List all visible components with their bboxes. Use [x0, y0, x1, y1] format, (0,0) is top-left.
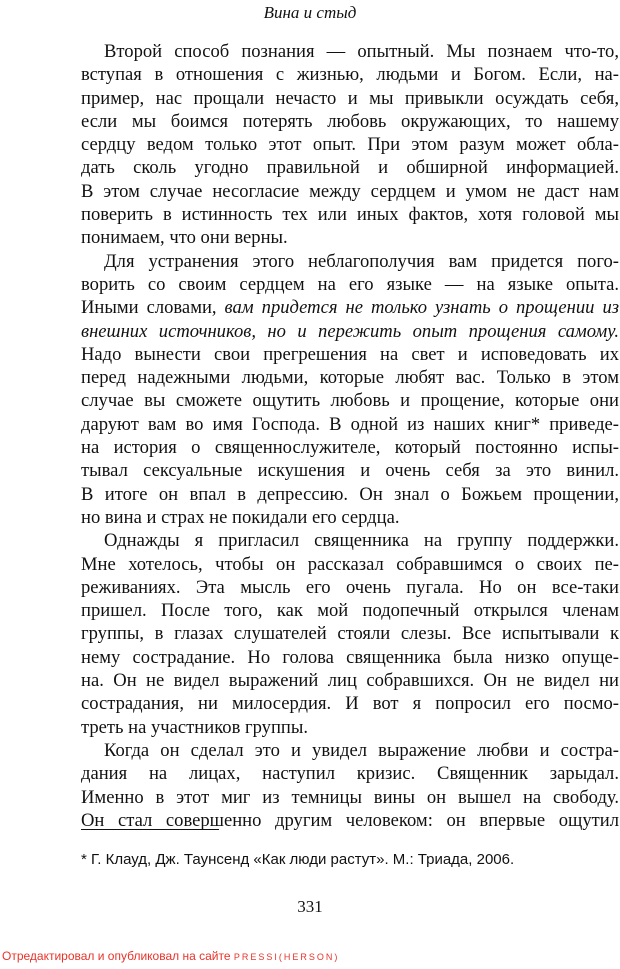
italic-emphasis-line: внешних источников, но и пережить опыт прощения самому. [81, 320, 619, 342]
page-number: 331 [297, 897, 323, 916]
text-line: Однажды я пригласил священника на группу поддержки. [104, 530, 619, 552]
text-line: даруют вам во имя Господа. В одной из наших книг* приведе- [81, 413, 619, 435]
watermark-brand: PRESSI(HERSON) [233, 952, 340, 962]
text-line: В итоге он впал в депрессию. Он знал о Божьем прощении, [81, 483, 619, 505]
watermark-prefix: Отредактировал и опубликовал на сайте [2, 949, 234, 963]
footnote-divider [81, 829, 219, 830]
text-line: Второй способ познания — опытный. Мы познаем что-то, [104, 41, 619, 62]
text-line: тывал сексуальные искушения и очень себя за это винил. [81, 460, 619, 482]
text-line: дания на лицах, наступил кризис. Священник зарыдал. [81, 763, 619, 785]
text-line: если мы боимся потерять любовь окружающих, то нашему [81, 110, 619, 132]
text-line: треть на участников группы. [81, 716, 309, 738]
text-line: случае вы сможете ощутить любовь и прощение, которые они [81, 390, 619, 412]
text-line: группы, в глазах слушателей стояли слезы. Все испытывали к [81, 623, 619, 645]
text-line: на история о священнослужителе, который постоянно испы- [81, 437, 619, 459]
text-line: перед надежными людьми, которые любят вас. Только в этом [81, 367, 619, 389]
text-line: Мне хотелось, чтобы он рассказал собравшимся о своих пе- [81, 553, 619, 575]
italic-emphasis: вам придется не только узнать о прощении из [224, 297, 619, 319]
text-line: Для устранения этого неблагополучия вам придется пого- [104, 250, 619, 272]
text-line: нему сострадание. Но голова священника была низко опуще- [81, 646, 619, 668]
body-text [81, 40, 619, 832]
text-line: пришел. После того, как мой подопечный открылся членам [81, 600, 619, 622]
text-line: В этом случае несогласие между сердцем и умом не даст нам [81, 180, 619, 202]
text-line: Именно в этот миг из темницы вины он вышел на свободу. [81, 786, 619, 808]
text-line: ворить со своим сердцем на его языке — на языке опыта. [81, 273, 619, 295]
text-line: понимаем, что они верны. [81, 227, 288, 249]
text-line: вступая в отношения с жизнью, людьми и Богом. Если, на- [81, 64, 619, 86]
text-run: Иными словами, [81, 297, 225, 319]
text-line: поверить в истинность тех или иных фактов, хотя головой мы [81, 204, 619, 226]
text-line: сострадания, ни милосердия. И вот я попросил его посмо- [81, 693, 619, 715]
text-line: но вина и страх не покидали его сердца. [81, 506, 400, 528]
text-line: сердцу ведом только этот опыт. При этом разум может обла- [81, 134, 619, 156]
footnote: * Г. Клауд, Дж. Таунсенд «Как люди растут». М.: Триада, 2006. [81, 851, 515, 868]
watermark [2, 949, 339, 963]
text-line: Он стал совершенно другим человеком: он впервые ощутил [81, 809, 619, 831]
text-line: Когда он сделал это и увидел выражение любви и состра- [104, 739, 619, 761]
text-line: реживаниях. Эта мысль его очень пугала. Но он все-таки [81, 576, 619, 598]
running-header: Вина и стыд [263, 3, 357, 22]
text-line: Надо вынести свои прегрешения на свет и исповедовать их [81, 343, 619, 365]
text-line: на. Он не видел выражений лиц собравшихся. Он не видел ни [81, 670, 619, 692]
text-line: дать сколь угодно правильной и обширной информацией. [81, 157, 619, 179]
text-line-mixed [81, 296, 619, 319]
text-line: пример, нас прощали нечасто и мы привыкли осуждать себя, [81, 87, 619, 109]
